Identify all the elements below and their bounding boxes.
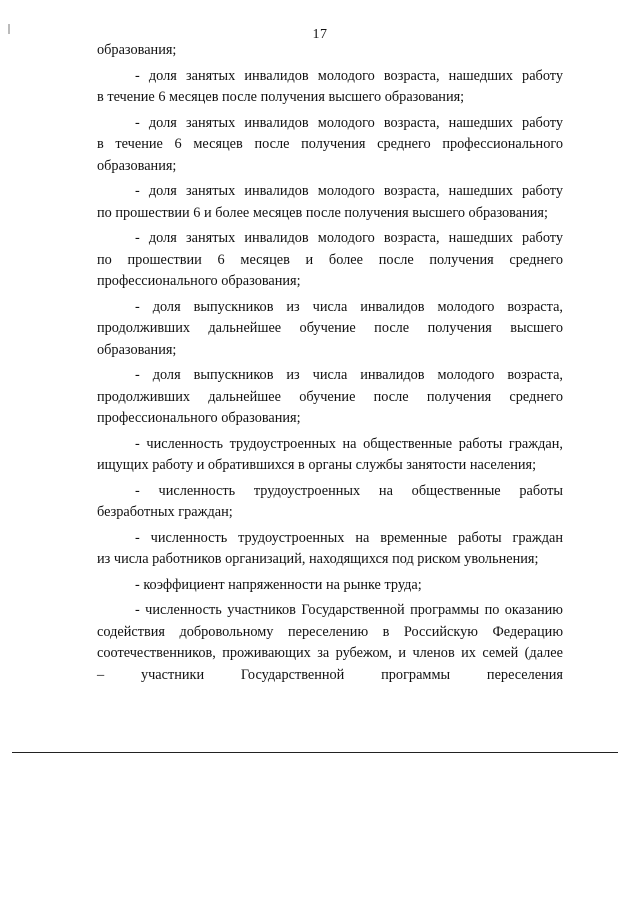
paragraph [97, 600, 563, 686]
paragraph [97, 181, 563, 224]
text-line: - доля выпускников из числа инвалидов молодого возраста, [135, 298, 563, 315]
paragraph [97, 481, 563, 524]
paragraph [97, 113, 563, 178]
text-line: соотечественников, проживающих за рубежом, и членов их семей (далее [97, 645, 563, 661]
text-line: - коэффициент напряженности на рынке труда; [135, 576, 422, 593]
text-line: образования; [97, 341, 177, 358]
paragraph [97, 528, 563, 571]
text-line: в течение 6 месяцев после получения среднего профессионального [97, 136, 563, 152]
text-line: по прошествии 6 и более месяцев после получения высшего образования; [97, 204, 548, 221]
text-line: по прошествии 6 месяцев и более после получения среднего [97, 251, 563, 268]
paragraph [97, 228, 563, 293]
text-line: образования; [97, 157, 177, 174]
text-line: - численность трудоустроенных на общественные работы граждан, [135, 435, 563, 452]
text-line: - доля занятых инвалидов молодого возраста, нашедших работу [135, 230, 563, 246]
page-bottom-rule [12, 752, 618, 753]
text-line: - численность трудоустроенных на временные работы граждан [135, 529, 563, 546]
paragraph [97, 434, 563, 477]
text-line: образования; [97, 42, 177, 58]
text-line: - доля занятых инвалидов молодого возраста, нашедших работу [135, 67, 563, 84]
paragraph [97, 365, 563, 430]
text-line: профессионального образования; [97, 273, 301, 289]
paragraph [97, 297, 563, 362]
paragraph [97, 575, 563, 597]
text-line: – участники Государственной программы переселения [97, 666, 563, 683]
text-line: содействия добровольному переселению в Российскую Федерацию [97, 623, 563, 640]
text-line: безработных граждан; [97, 504, 233, 520]
text-line: ищущих работу и обратившихся в органы службы занятости населения; [97, 457, 537, 473]
text-line: - численность трудоустроенных на общественные работы [135, 482, 563, 499]
text-line: - доля выпускников из числа инвалидов молодого возраста, [135, 367, 563, 383]
text-line: продолживших дальнейшее обучение после получения высшего [97, 320, 563, 336]
paragraph [97, 66, 563, 109]
page-number: 17 [312, 27, 328, 42]
text-line: из числа работников организаций, находящихся под риском увольнения; [97, 551, 539, 567]
document-body [97, 40, 563, 686]
text-line: продолживших дальнейшее обучение после получения среднего [97, 388, 563, 405]
text-line: - доля занятых инвалидов молодого возраста, нашедших работу [135, 114, 563, 131]
text-line: в течение 6 месяцев после получения высшего образования; [97, 89, 465, 105]
paragraph [97, 40, 563, 62]
text-line: - доля занятых инвалидов молодого возраста, нашедших работу [135, 183, 563, 199]
text-line: - численность участников Государственной программы по оказанию [135, 602, 563, 618]
text-line: профессионального образования; [97, 410, 301, 426]
